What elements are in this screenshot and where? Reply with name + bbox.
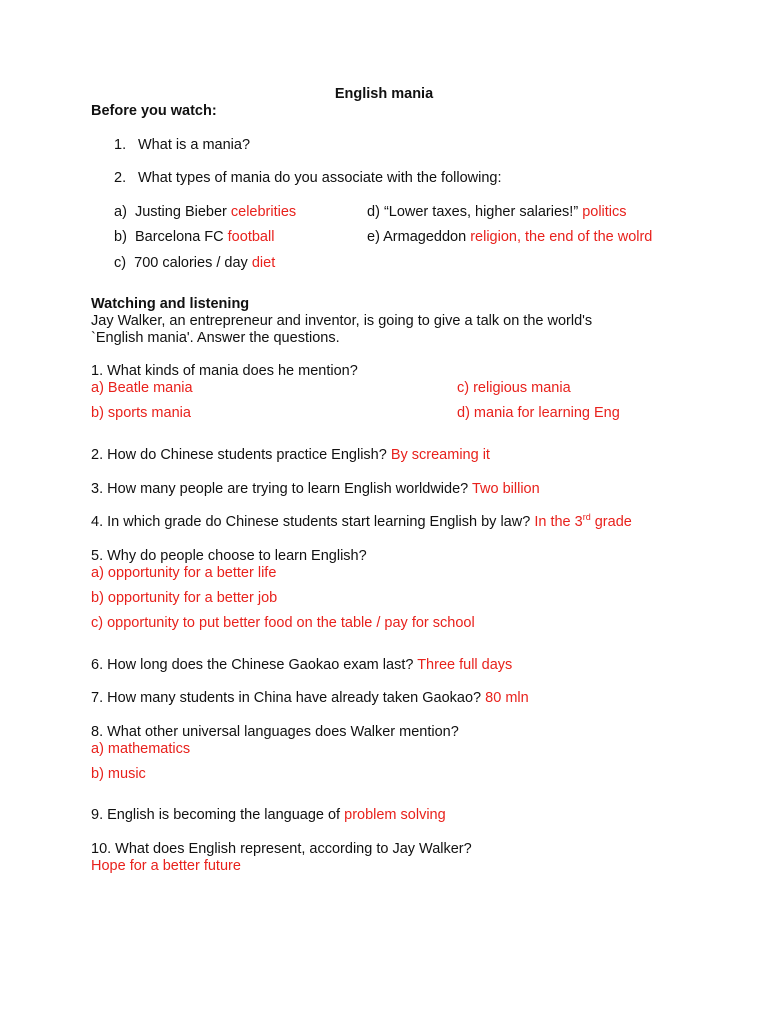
question-text: 2. How do Chinese students practice English?	[91, 447, 387, 463]
question-text: 3. How many people are trying to learn English worldwide?	[91, 481, 469, 497]
answer-text: diet	[251, 255, 276, 271]
page-title: English mania	[334, 86, 434, 102]
question-line	[91, 657, 512, 674]
answer-text: religion, the end of the wolrd	[470, 229, 653, 245]
question-text: 6. How long does the Chinese Gaokao exam last?	[91, 657, 414, 673]
watching-heading: Watching and listening	[91, 296, 250, 312]
question-line	[91, 690, 529, 707]
association-item: b) Barcelona FC football	[114, 229, 275, 245]
association-item: d) “Lower taxes, higher salaries!” politics	[367, 204, 627, 220]
question-text: 9. English is becoming the language of	[91, 807, 341, 823]
answer-text: problem solving	[344, 807, 446, 823]
question-line	[91, 481, 540, 498]
answer-text: Three full days	[417, 657, 513, 673]
answer-text: b) sports mania	[91, 405, 191, 421]
question-text: 8. What other universal languages does Walker mention?	[91, 724, 459, 740]
before-q2-text: What types of mania do you associate with the following:	[138, 170, 502, 186]
before-q2-number: 2.	[114, 170, 127, 186]
answer-text: d) mania for learning Eng	[457, 405, 620, 421]
association-item: a) Justing Bieber celebrities	[114, 204, 297, 220]
intro-line: Jay Walker, an entrepreneur and inventor, is going to give a talk on the world's	[91, 313, 593, 329]
question-text: 4. In which grade do Chinese students start learning English by law?	[91, 514, 531, 530]
before-heading: Before you watch:	[91, 103, 217, 119]
before-q1-number: 1.	[114, 137, 127, 153]
answer-text: a) mathematics	[91, 741, 191, 757]
answer-text: politics	[582, 204, 627, 220]
answer-text: c) religious mania	[457, 380, 571, 396]
answer-text: b) music	[91, 766, 146, 782]
question-text: 10. What does English represent, according to Jay Walker?	[91, 841, 472, 857]
answer-text: In the 3rd grade	[534, 512, 632, 530]
question-text: 5. Why do people choose to learn English?	[91, 548, 367, 564]
answer-text: celebrities	[230, 204, 297, 220]
answer-text: Hope for a better future	[91, 858, 241, 874]
answer-text: 80 mln	[485, 690, 529, 706]
question-line	[91, 447, 490, 464]
answer-text: a) opportunity for a better life	[91, 565, 277, 581]
question-line	[91, 807, 446, 824]
question-text: 7. How many students in China have already taken Gaokao?	[91, 690, 482, 706]
question-text: 1. What kinds of mania does he mention?	[91, 363, 358, 379]
answer-text: a) Beatle mania	[91, 380, 193, 396]
answer-text: Two billion	[471, 481, 540, 497]
answer-text: football	[227, 229, 275, 245]
intro-line: `English mania'. Answer the questions.	[91, 330, 340, 346]
association-item: e) Armageddon religion, the end of the wolrd	[367, 229, 653, 245]
before-q1-text: What is a mania?	[138, 137, 251, 153]
answer-text: c) opportunity to put better food on the table / pay for school	[91, 615, 475, 631]
answer-text: By screaming it	[390, 447, 490, 463]
question-line	[91, 514, 632, 531]
association-item: c) 700 calories / day diet	[114, 255, 276, 271]
answer-text: b) opportunity for a better job	[91, 590, 278, 606]
